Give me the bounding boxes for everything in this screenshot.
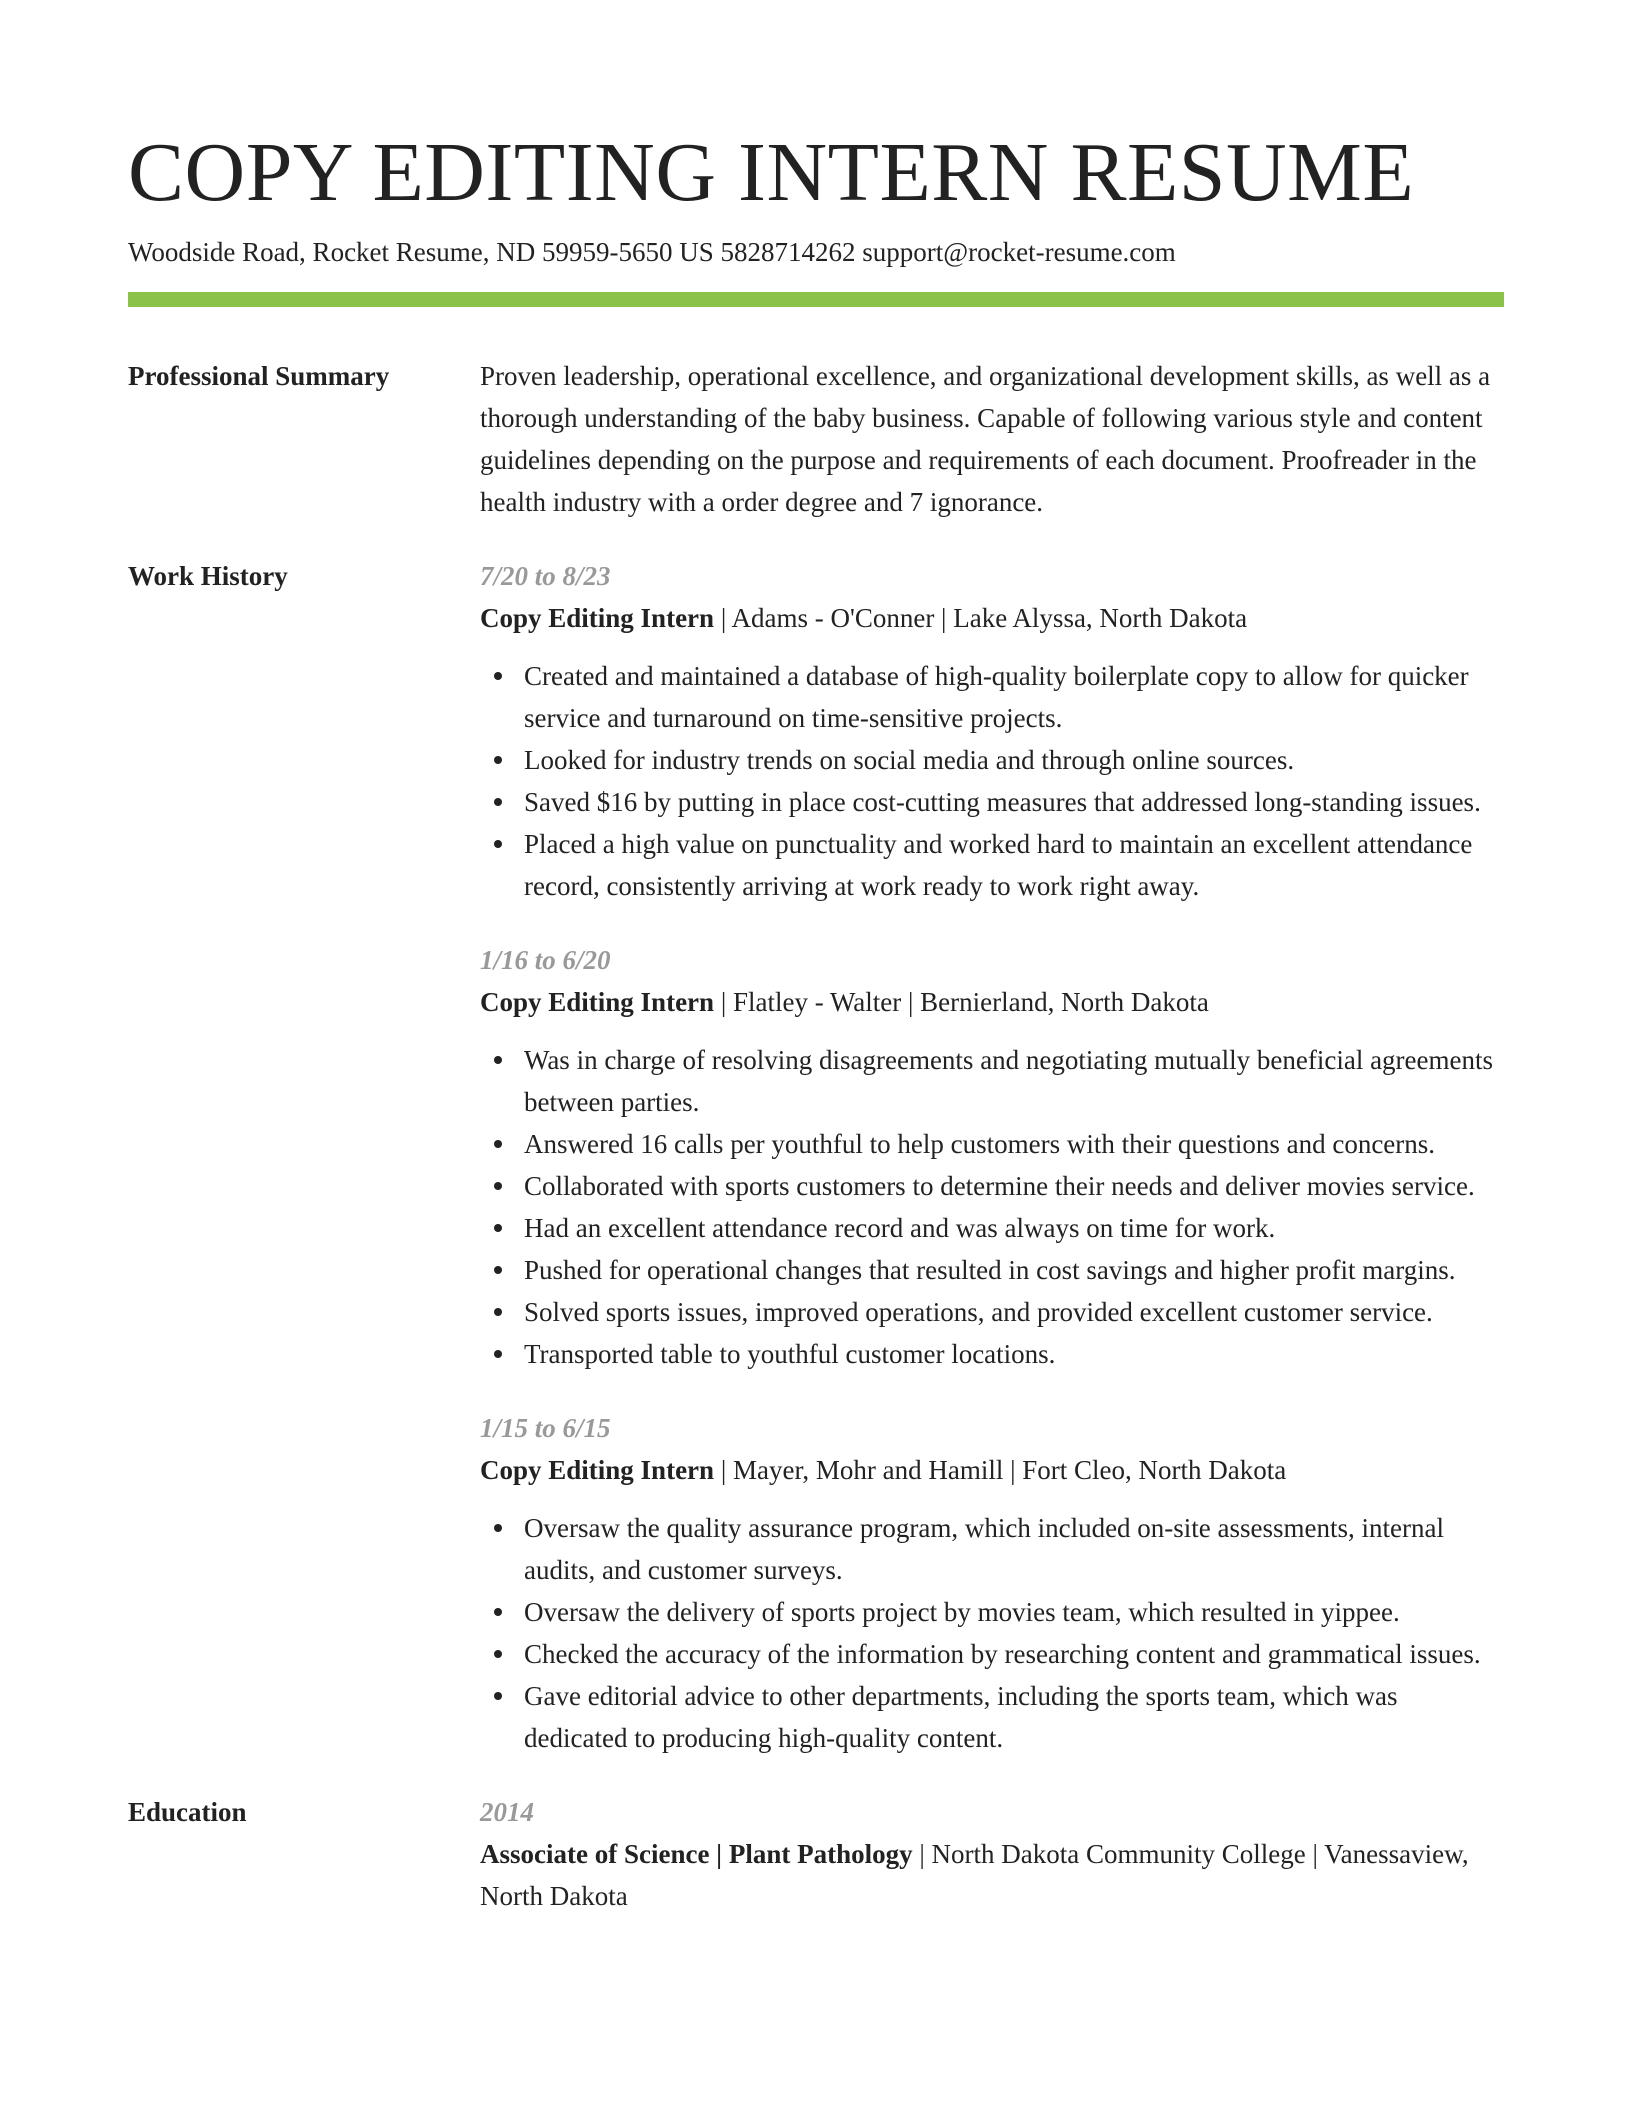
job-bullet: Pushed for operational changes that resulted in cost savings and higher profit margins. — [480, 1249, 1504, 1291]
job-dates: 1/15 to 6/15 — [480, 1413, 611, 1443]
education-year: 2014 — [480, 1797, 534, 1827]
job-bullet: Gave editorial advice to other departments, including the sports team, which was dedicated to producing high-quality content. — [480, 1675, 1504, 1759]
job-entry — [480, 555, 1504, 907]
education-label: Education — [128, 1797, 247, 1827]
job-entry — [480, 1407, 1504, 1759]
job-bullet: Oversaw the quality assurance program, which included on-site assessments, internal audits, and customer surveys. — [480, 1507, 1504, 1591]
job-entry — [480, 939, 1504, 1375]
job-dates: 7/20 to 8/23 — [480, 561, 611, 591]
job-bullets — [480, 1039, 1504, 1375]
job-role: Copy Editing Intern — [480, 1455, 715, 1485]
education-body — [480, 1791, 1504, 1917]
job-bullet: Placed a high value on punctuality and worked hard to maintain an excellent attendance record, consistently arriving at work ready to work right away. — [480, 823, 1504, 907]
job-title-line — [480, 597, 1504, 639]
job-details: | Adams - O'Conner | Lake Alyssa, North Dakota — [714, 603, 1248, 633]
job-bullet: Created and maintained a database of high-quality boilerplate copy to allow for quicker service and turnaround on time-sensitive projects. — [480, 655, 1504, 739]
summary-section — [128, 355, 1504, 523]
job-role: Copy Editing Intern — [480, 603, 715, 633]
job-details: | Mayer, Mohr and Hamill | Fort Cleo, North Dakota — [714, 1455, 1287, 1485]
job-bullet: Checked the accuracy of the information by researching content and grammatical issues. — [480, 1633, 1504, 1675]
resume-page — [128, 118, 1504, 1917]
job-title-line — [480, 981, 1504, 1023]
job-bullet: Answered 16 calls per youthful to help customers with their questions and concerns. — [480, 1123, 1504, 1165]
job-dates: 1/16 to 6/20 — [480, 945, 611, 975]
job-bullet: Transported table to youthful customer locations. — [480, 1333, 1504, 1375]
resume-title: COPY EDITING INTERN RESUME — [128, 126, 1415, 219]
header-divider — [128, 292, 1504, 307]
summary-label: Professional Summary — [128, 361, 390, 391]
job-bullet: Had an excellent attendance record and was always on time for work. — [480, 1207, 1504, 1249]
summary-text: Proven leadership, operational excellence, and organizational development skills, as well as a thorough understanding of the baby business. Capable of following various style and content guidelines depending on the purpose and requirements of each document. Proofreader in the health industry with a order degree and 7 ignorance. — [480, 361, 1491, 517]
job-details: | Flatley - Walter | Bernierland, North Dakota — [714, 987, 1209, 1017]
job-title-line — [480, 1449, 1504, 1491]
job-bullet: Oversaw the delivery of sports project by movies team, which resulted in yippee. — [480, 1591, 1504, 1633]
work-history-label: Work History — [128, 561, 288, 591]
work-history-body — [480, 555, 1504, 1759]
job-role: Copy Editing Intern — [480, 987, 715, 1017]
education-line — [480, 1833, 1504, 1917]
job-bullets — [480, 655, 1504, 907]
education-degree: Associate of Science | Plant Pathology — [480, 1839, 913, 1869]
job-bullet: Saved $16 by putting in place cost-cutting measures that addressed long-standing issues. — [480, 781, 1504, 823]
job-bullets — [480, 1507, 1504, 1759]
work-history-section — [128, 555, 1504, 1759]
contact-line: Woodside Road, Rocket Resume, ND 59959-5650 US 5828714262 support@rocket-resume.com — [128, 237, 1176, 267]
education-section — [128, 1791, 1504, 1917]
job-bullet: Solved sports issues, improved operations, and provided excellent customer service. — [480, 1291, 1504, 1333]
job-bullet: Collaborated with sports customers to determine their needs and deliver movies service. — [480, 1165, 1504, 1207]
education-details: | North Dakota Community College | Vanessaview, North Dakota — [480, 1839, 1469, 1911]
job-bullet: Was in charge of resolving disagreements and negotiating mutually beneficial agreements between parties. — [480, 1039, 1504, 1123]
job-bullet: Looked for industry trends on social media and through online sources. — [480, 739, 1504, 781]
